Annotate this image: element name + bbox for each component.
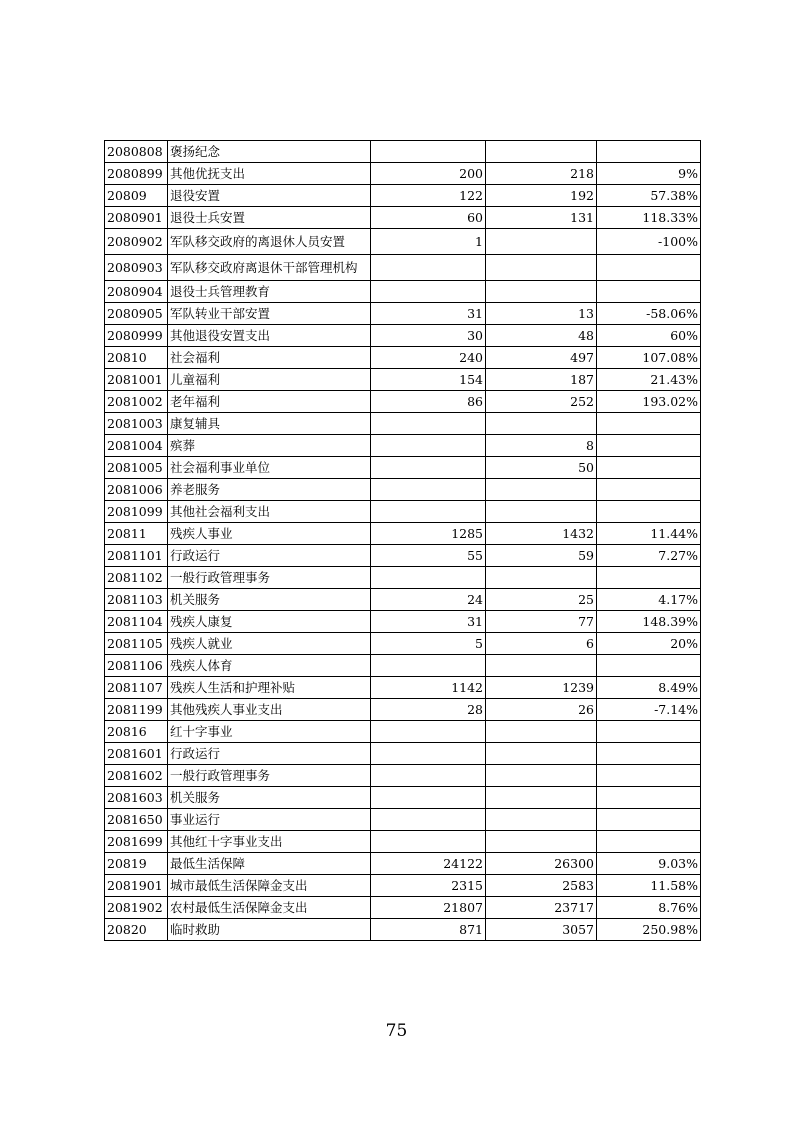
row-prev-value-cell bbox=[371, 457, 486, 479]
row-name-cell: 临时救助 bbox=[168, 919, 371, 941]
row-prev-value-cell: 31 bbox=[371, 303, 486, 325]
row-name-cell: 军队移交政府离退休干部管理机构 bbox=[168, 255, 371, 281]
row-current-value-cell bbox=[486, 721, 597, 743]
row-current-value-cell: 13 bbox=[486, 303, 597, 325]
row-prev-value-cell bbox=[371, 501, 486, 523]
row-current-value-cell: 25 bbox=[486, 589, 597, 611]
row-change-percent-cell bbox=[597, 567, 701, 589]
budget-table-body bbox=[105, 141, 701, 941]
row-name-cell: 残疾人康复 bbox=[168, 611, 371, 633]
row-current-value-cell: 26 bbox=[486, 699, 597, 721]
row-change-percent-cell: 57.38% bbox=[597, 185, 701, 207]
row-change-percent-cell bbox=[597, 787, 701, 809]
row-current-value-cell bbox=[486, 229, 597, 255]
row-current-value-cell bbox=[486, 255, 597, 281]
row-code-cell: 20816 bbox=[105, 721, 168, 743]
table-row bbox=[105, 435, 701, 457]
row-current-value-cell bbox=[486, 743, 597, 765]
row-name-cell: 最低生活保障 bbox=[168, 853, 371, 875]
row-prev-value-cell bbox=[371, 721, 486, 743]
row-current-value-cell bbox=[486, 281, 597, 303]
row-change-percent-cell bbox=[597, 435, 701, 457]
row-prev-value-cell: 1 bbox=[371, 229, 486, 255]
row-name-cell: 其他红十字事业支出 bbox=[168, 831, 371, 853]
row-prev-value-cell: 30 bbox=[371, 325, 486, 347]
row-name-cell: 老年福利 bbox=[168, 391, 371, 413]
table-row bbox=[105, 611, 701, 633]
row-name-cell: 褒扬纪念 bbox=[168, 141, 371, 163]
row-code-cell: 2081107 bbox=[105, 677, 168, 699]
row-change-percent-cell: -7.14% bbox=[597, 699, 701, 721]
row-name-cell: 社会福利事业单位 bbox=[168, 457, 371, 479]
row-prev-value-cell bbox=[371, 567, 486, 589]
table-row bbox=[105, 655, 701, 677]
table-row bbox=[105, 163, 701, 185]
row-name-cell: 一般行政管理事务 bbox=[168, 765, 371, 787]
row-name-cell: 养老服务 bbox=[168, 479, 371, 501]
row-name-cell: 机关服务 bbox=[168, 787, 371, 809]
row-prev-value-cell bbox=[371, 787, 486, 809]
table-row bbox=[105, 721, 701, 743]
row-code-cell: 2081002 bbox=[105, 391, 168, 413]
page-number: 75 bbox=[385, 1021, 408, 1041]
table-row bbox=[105, 787, 701, 809]
row-current-value-cell bbox=[486, 413, 597, 435]
row-current-value-cell: 77 bbox=[486, 611, 597, 633]
row-change-percent-cell bbox=[597, 457, 701, 479]
table-row bbox=[105, 633, 701, 655]
row-current-value-cell bbox=[486, 141, 597, 163]
row-name-cell: 其他社会福利支出 bbox=[168, 501, 371, 523]
row-name-cell: 行政运行 bbox=[168, 545, 371, 567]
row-code-cell: 2081101 bbox=[105, 545, 168, 567]
row-name-cell: 军队移交政府的离退休人员安置 bbox=[168, 229, 371, 255]
row-prev-value-cell: 122 bbox=[371, 185, 486, 207]
row-prev-value-cell bbox=[371, 255, 486, 281]
row-name-cell: 儿童福利 bbox=[168, 369, 371, 391]
row-code-cell: 2081902 bbox=[105, 897, 168, 919]
row-code-cell: 20811 bbox=[105, 523, 168, 545]
row-code-cell: 2081104 bbox=[105, 611, 168, 633]
row-code-cell: 2081006 bbox=[105, 479, 168, 501]
row-prev-value-cell bbox=[371, 765, 486, 787]
row-code-cell: 2080901 bbox=[105, 207, 168, 229]
table-row bbox=[105, 303, 701, 325]
row-current-value-cell: 48 bbox=[486, 325, 597, 347]
row-change-percent-cell bbox=[597, 721, 701, 743]
row-name-cell: 其他残疾人事业支出 bbox=[168, 699, 371, 721]
table-row bbox=[105, 589, 701, 611]
row-change-percent-cell bbox=[597, 831, 701, 853]
row-name-cell: 其他退役安置支出 bbox=[168, 325, 371, 347]
row-prev-value-cell: 31 bbox=[371, 611, 486, 633]
row-prev-value-cell: 871 bbox=[371, 919, 486, 941]
row-code-cell: 2080902 bbox=[105, 229, 168, 255]
table-row bbox=[105, 545, 701, 567]
row-prev-value-cell: 60 bbox=[371, 207, 486, 229]
row-prev-value-cell: 24122 bbox=[371, 853, 486, 875]
row-current-value-cell: 187 bbox=[486, 369, 597, 391]
row-current-value-cell bbox=[486, 567, 597, 589]
row-name-cell: 红十字事业 bbox=[168, 721, 371, 743]
row-code-cell: 2080899 bbox=[105, 163, 168, 185]
row-prev-value-cell bbox=[371, 413, 486, 435]
row-code-cell: 2081004 bbox=[105, 435, 168, 457]
table-row bbox=[105, 391, 701, 413]
row-change-percent-cell: 60% bbox=[597, 325, 701, 347]
row-name-cell: 农村最低生活保障金支出 bbox=[168, 897, 371, 919]
row-current-value-cell: 131 bbox=[486, 207, 597, 229]
row-prev-value-cell: 154 bbox=[371, 369, 486, 391]
row-code-cell: 2081650 bbox=[105, 809, 168, 831]
row-change-percent-cell: 4.17% bbox=[597, 589, 701, 611]
row-change-percent-cell: 20% bbox=[597, 633, 701, 655]
row-code-cell: 2081199 bbox=[105, 699, 168, 721]
table-row bbox=[105, 413, 701, 435]
row-current-value-cell: 8 bbox=[486, 435, 597, 457]
row-prev-value-cell: 28 bbox=[371, 699, 486, 721]
row-name-cell: 城市最低生活保障金支出 bbox=[168, 875, 371, 897]
row-change-percent-cell: 8.49% bbox=[597, 677, 701, 699]
row-code-cell: 2080903 bbox=[105, 255, 168, 281]
row-name-cell: 残疾人体育 bbox=[168, 655, 371, 677]
row-prev-value-cell: 86 bbox=[371, 391, 486, 413]
row-prev-value-cell: 2315 bbox=[371, 875, 486, 897]
row-code-cell: 2081901 bbox=[105, 875, 168, 897]
row-code-cell: 2081105 bbox=[105, 633, 168, 655]
row-name-cell: 残疾人生活和护理补贴 bbox=[168, 677, 371, 699]
row-prev-value-cell bbox=[371, 479, 486, 501]
row-code-cell: 2080904 bbox=[105, 281, 168, 303]
row-change-percent-cell: 9% bbox=[597, 163, 701, 185]
row-current-value-cell bbox=[486, 765, 597, 787]
row-code-cell: 2081602 bbox=[105, 765, 168, 787]
row-change-percent-cell bbox=[597, 255, 701, 281]
row-code-cell: 2081699 bbox=[105, 831, 168, 853]
table-row bbox=[105, 765, 701, 787]
row-change-percent-cell bbox=[597, 809, 701, 831]
row-prev-value-cell bbox=[371, 141, 486, 163]
row-prev-value-cell: 5 bbox=[371, 633, 486, 655]
row-current-value-cell: 1239 bbox=[486, 677, 597, 699]
row-current-value-cell bbox=[486, 809, 597, 831]
row-change-percent-cell: -100% bbox=[597, 229, 701, 255]
row-code-cell: 20810 bbox=[105, 347, 168, 369]
row-code-cell: 2081003 bbox=[105, 413, 168, 435]
row-current-value-cell bbox=[486, 831, 597, 853]
row-code-cell: 2081603 bbox=[105, 787, 168, 809]
table-row bbox=[105, 831, 701, 853]
row-current-value-cell: 1432 bbox=[486, 523, 597, 545]
table-row bbox=[105, 185, 701, 207]
row-current-value-cell: 23717 bbox=[486, 897, 597, 919]
row-code-cell: 20819 bbox=[105, 853, 168, 875]
row-name-cell: 社会福利 bbox=[168, 347, 371, 369]
row-current-value-cell: 2583 bbox=[486, 875, 597, 897]
row-current-value-cell: 3057 bbox=[486, 919, 597, 941]
row-code-cell: 2080808 bbox=[105, 141, 168, 163]
row-change-percent-cell: 9.03% bbox=[597, 853, 701, 875]
row-current-value-cell bbox=[486, 655, 597, 677]
row-prev-value-cell bbox=[371, 831, 486, 853]
table-row bbox=[105, 369, 701, 391]
row-prev-value-cell: 55 bbox=[371, 545, 486, 567]
row-change-percent-cell: 11.44% bbox=[597, 523, 701, 545]
row-name-cell: 退役士兵安置 bbox=[168, 207, 371, 229]
row-change-percent-cell bbox=[597, 743, 701, 765]
table-row bbox=[105, 699, 701, 721]
row-prev-value-cell: 21807 bbox=[371, 897, 486, 919]
row-prev-value-cell: 24 bbox=[371, 589, 486, 611]
row-code-cell: 2080905 bbox=[105, 303, 168, 325]
row-name-cell: 机关服务 bbox=[168, 589, 371, 611]
row-current-value-cell bbox=[486, 479, 597, 501]
row-current-value-cell: 59 bbox=[486, 545, 597, 567]
row-change-percent-cell: 250.98% bbox=[597, 919, 701, 941]
row-change-percent-cell: 8.76% bbox=[597, 897, 701, 919]
table-row bbox=[105, 501, 701, 523]
table-row bbox=[105, 479, 701, 501]
row-prev-value-cell bbox=[371, 743, 486, 765]
row-name-cell: 军队转业干部安置 bbox=[168, 303, 371, 325]
row-code-cell: 2081103 bbox=[105, 589, 168, 611]
table-row bbox=[105, 141, 701, 163]
row-code-cell: 2081601 bbox=[105, 743, 168, 765]
row-code-cell: 2080999 bbox=[105, 325, 168, 347]
row-change-percent-cell: -58.06% bbox=[597, 303, 701, 325]
row-current-value-cell: 192 bbox=[486, 185, 597, 207]
table-row bbox=[105, 567, 701, 589]
row-code-cell: 2081099 bbox=[105, 501, 168, 523]
table-row bbox=[105, 853, 701, 875]
table-row bbox=[105, 897, 701, 919]
row-name-cell: 事业运行 bbox=[168, 809, 371, 831]
row-current-value-cell: 497 bbox=[486, 347, 597, 369]
row-name-cell: 退役士兵管理教育 bbox=[168, 281, 371, 303]
row-name-cell: 退役安置 bbox=[168, 185, 371, 207]
table-row bbox=[105, 743, 701, 765]
row-current-value-cell bbox=[486, 501, 597, 523]
row-code-cell: 2081001 bbox=[105, 369, 168, 391]
budget-table bbox=[104, 140, 701, 941]
row-code-cell: 20820 bbox=[105, 919, 168, 941]
row-code-cell: 2081106 bbox=[105, 655, 168, 677]
table-row bbox=[105, 347, 701, 369]
row-code-cell: 20809 bbox=[105, 185, 168, 207]
table-row bbox=[105, 809, 701, 831]
table-row bbox=[105, 281, 701, 303]
row-change-percent-cell bbox=[597, 141, 701, 163]
row-prev-value-cell: 200 bbox=[371, 163, 486, 185]
table-row bbox=[105, 677, 701, 699]
row-change-percent-cell bbox=[597, 281, 701, 303]
row-name-cell: 残疾人就业 bbox=[168, 633, 371, 655]
row-change-percent-cell: 21.43% bbox=[597, 369, 701, 391]
row-name-cell: 殡葬 bbox=[168, 435, 371, 457]
row-change-percent-cell bbox=[597, 413, 701, 435]
row-prev-value-cell: 240 bbox=[371, 347, 486, 369]
row-prev-value-cell bbox=[371, 281, 486, 303]
row-name-cell: 一般行政管理事务 bbox=[168, 567, 371, 589]
row-prev-value-cell: 1285 bbox=[371, 523, 486, 545]
row-name-cell: 康复辅具 bbox=[168, 413, 371, 435]
row-change-percent-cell bbox=[597, 501, 701, 523]
row-change-percent-cell: 7.27% bbox=[597, 545, 701, 567]
table-row bbox=[105, 229, 701, 255]
row-name-cell: 行政运行 bbox=[168, 743, 371, 765]
row-prev-value-cell: 1142 bbox=[371, 677, 486, 699]
row-current-value-cell: 26300 bbox=[486, 853, 597, 875]
row-name-cell: 其他优抚支出 bbox=[168, 163, 371, 185]
row-current-value-cell: 50 bbox=[486, 457, 597, 479]
row-name-cell: 残疾人事业 bbox=[168, 523, 371, 545]
row-change-percent-cell: 118.33% bbox=[597, 207, 701, 229]
row-change-percent-cell bbox=[597, 765, 701, 787]
table-row bbox=[105, 919, 701, 941]
row-prev-value-cell bbox=[371, 655, 486, 677]
table-row bbox=[105, 325, 701, 347]
table-row bbox=[105, 255, 701, 281]
table-row bbox=[105, 523, 701, 545]
table-row bbox=[105, 457, 701, 479]
row-current-value-cell bbox=[486, 787, 597, 809]
row-change-percent-cell bbox=[597, 655, 701, 677]
row-code-cell: 2081102 bbox=[105, 567, 168, 589]
row-change-percent-cell: 193.02% bbox=[597, 391, 701, 413]
row-change-percent-cell: 107.08% bbox=[597, 347, 701, 369]
table-row bbox=[105, 207, 701, 229]
row-current-value-cell: 218 bbox=[486, 163, 597, 185]
row-change-percent-cell: 11.58% bbox=[597, 875, 701, 897]
row-change-percent-cell: 148.39% bbox=[597, 611, 701, 633]
table-row bbox=[105, 875, 701, 897]
row-current-value-cell: 6 bbox=[486, 633, 597, 655]
row-code-cell: 2081005 bbox=[105, 457, 168, 479]
row-prev-value-cell bbox=[371, 435, 486, 457]
row-change-percent-cell bbox=[597, 479, 701, 501]
row-current-value-cell: 252 bbox=[486, 391, 597, 413]
row-prev-value-cell bbox=[371, 809, 486, 831]
